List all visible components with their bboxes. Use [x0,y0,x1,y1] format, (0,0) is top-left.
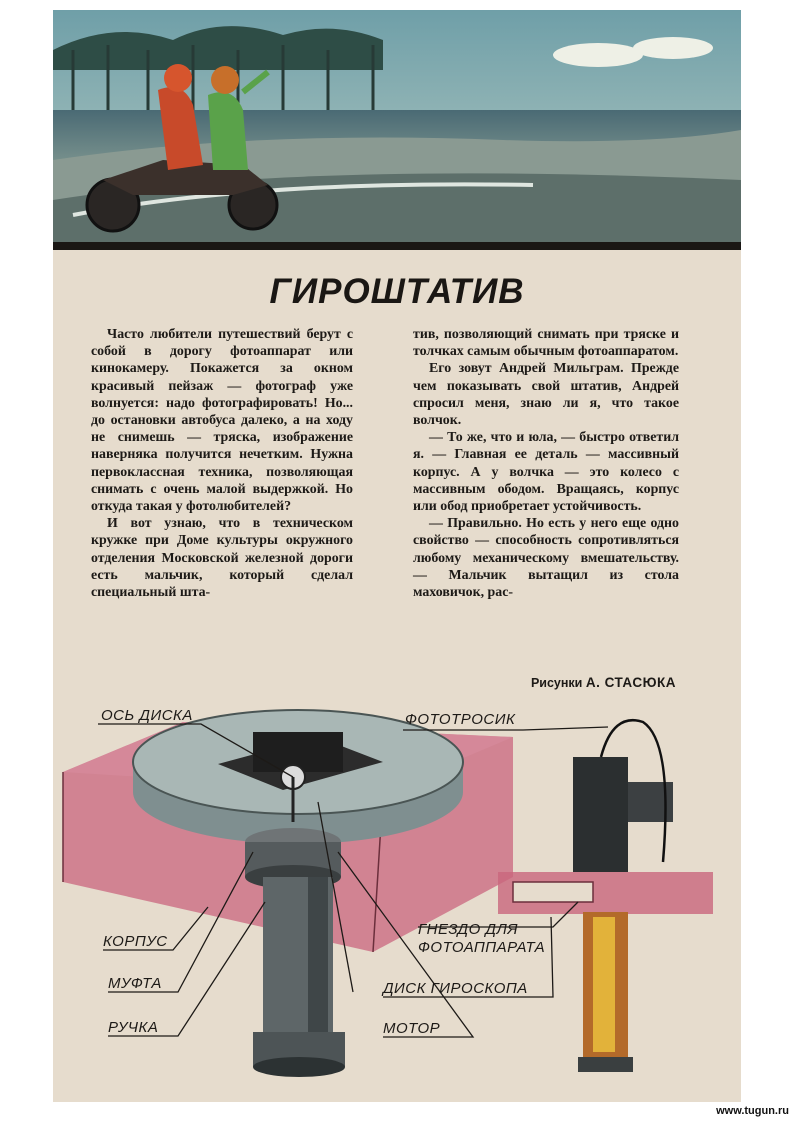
gyro-tripod-diagram [53,702,741,1102]
paragraph: — Правильно. Но есть у него еще одно свойство — способность сопротивляться любому механическому вмешательству. — Мальчик вытащил из стола маховичок, рас- [413,516,679,601]
illustration-credit [531,675,676,690]
motorcycle-illustration [53,10,741,250]
paragraph: тив, позволяющий снимать при тряске и толчках самым обычным фотоаппаратом. [413,327,679,360]
label-housing: КОРПУС [103,933,168,950]
label-clutch: МУФТА [108,975,162,992]
paragraph: Его зовут Андрей Мильграм. Прежде чем показывать свой штатив, Андрей спросил меня, знаю ли я, что такое волчок. [413,361,679,429]
article-title: ГИРОШТАТИВ [269,272,525,311]
paragraph: И вот узнаю, что в техническом кружке при Доме культуры окружного отделения Московской железной дороги есть мальчик, который сделал специальный шта- [91,516,353,601]
credit-name: А. СТАСЮКА [585,675,676,690]
source-watermark: www.tugun.ru [716,1105,789,1117]
article-column-2 [413,326,679,601]
label-handle: РУЧКА [108,1019,159,1036]
label-disk-axis: ОСЬ ДИСКА [101,707,193,724]
label-motor: МОТОР [383,1020,441,1037]
magazine-page [53,10,741,1102]
label-camera-socket-line2: ФОТОАППАРАТА [418,939,546,956]
paragraph: Часто любители путешествий берут с собой в дорогу фотоаппарат или кинокамеру. Покажется за окном красивый пейзаж — фотограф уже волнуется: надо фотографировать! Но... до остановки автобуса далеко, а на ходу не снимешь — тряска, изображение наверняка получится нечетким. Нужна первоклассная техника, позволяющая снимать с очень малой выдержкой. Но откуда такая у фотолюбителей? [91,327,353,515]
label-gyro-disk: ДИСК ГИРОСКОПА [383,980,528,997]
article-column-1 [91,326,353,601]
credit-prefix: Рисунки [530,676,583,690]
label-camera-socket-line1: ГНЕЗДО ДЛЯ [418,921,519,938]
paragraph: — То же, что и юла, — быстро ответил я. — Главная ее деталь — массивный корпус. А у волчка — это колесо с массивным ободом. Вращаясь, корпус или обод приобретает устойчивость. [413,430,679,515]
label-shutter-cable: ФОТОТРОСИК [405,711,516,728]
